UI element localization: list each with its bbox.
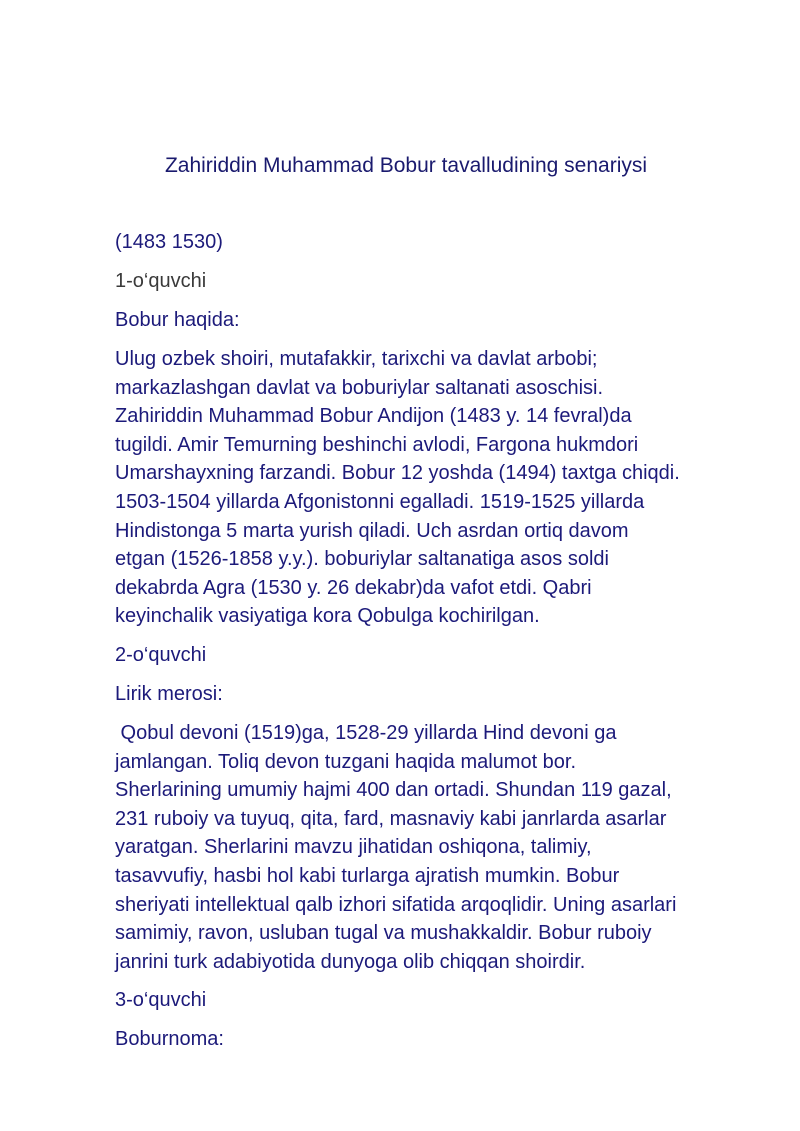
paragraph-line: Umarshayxning farzandi. Bobur 12 yoshda (1494) taxtga chiqdi. [115, 462, 680, 485]
paragraph-line: 1503-1504 yillarda Afgonistonni egalladi. 1519-1525 yillarda [115, 490, 645, 513]
section-2-heading: Lirik merosi: [115, 682, 223, 705]
student-3-label: 3-o‘quvchi [115, 989, 207, 1012]
paragraph-line: yaratgan. Sherlarini mavzu jihatidan oshiqona, talimiy, [115, 836, 592, 859]
paragraph-line: keyinchalik vasiyatiga kora Qobulga kochirilgan. [115, 605, 540, 628]
student-1-label: 1-o‘quvchi [115, 270, 207, 292]
document-title: Zahiriddin Muhammad Bobur tavalludining senariysi [164, 154, 648, 177]
paragraph-line: Ulug ozbek shoiri, mutafakkir, tarixchi va davlat arbobi; [115, 348, 598, 370]
section-1-heading: Bobur haqida: [115, 309, 240, 331]
paragraph-line: jamlangan. Toliq devon tuzgani haqida malumot bor. [115, 750, 577, 773]
paragraph-line: janrini turk adabiyotida dunyoga olib chiqqan shoirdir. [115, 950, 586, 973]
years-line: (1483 1530) [115, 231, 223, 253]
paragraph-line: Hindistonga 5 marta yurish qiladi. Uch asrdan ortiq davom [115, 519, 629, 542]
section-3-heading: Boburnoma: [115, 1028, 224, 1051]
paragraph-line: sheriyati intellektual qalb izhori sifatida arqoqlidir. Uning asarlari [115, 893, 677, 916]
paragraph-line: markazlashgan davlat va boburiylar saltanati asoschisi. [115, 376, 604, 399]
student-2-label: 2-o‘quvchi [115, 643, 207, 666]
paragraph-line: tasavvufiy, hasbi hol kabi turlarga ajratish mumkin. Bobur [115, 864, 620, 887]
paragraph-line: dekabrda Agra (1530 y. 26 dekabr)da vafot etdi. Qabri [115, 576, 592, 599]
paragraph-line: Qobul devoni (1519)ga, 1528-29 yillarda Hind devoni ga [115, 721, 617, 744]
paragraph-line: tugildi. Amir Temurning beshinchi avlodi, Fargona hukmdori [115, 433, 639, 456]
section-1-paragraph [115, 345, 775, 631]
document-body [115, 228, 775, 1064]
paragraph-line: Zahiriddin Muhammad Bobur Andijon (1483 y. 14 fevral)da [115, 405, 632, 428]
paragraph-line: Sherlarining umumiy hajmi 400 dan ortadi. Shundan 119 gazal, [115, 779, 672, 802]
section-2-paragraph [115, 719, 775, 976]
paragraph-line: samimiy, ravon, usluban tugal va mushakkaldir. Bobur ruboiy [115, 922, 652, 945]
paragraph-line: 231 ruboiy va tuyuq, qita, fard, masnaviy kabi janrlarda asarlar [115, 807, 667, 830]
paragraph-line: etgan (1526-1858 y.y.). boburiylar saltanatiga asos soldi [115, 548, 609, 571]
